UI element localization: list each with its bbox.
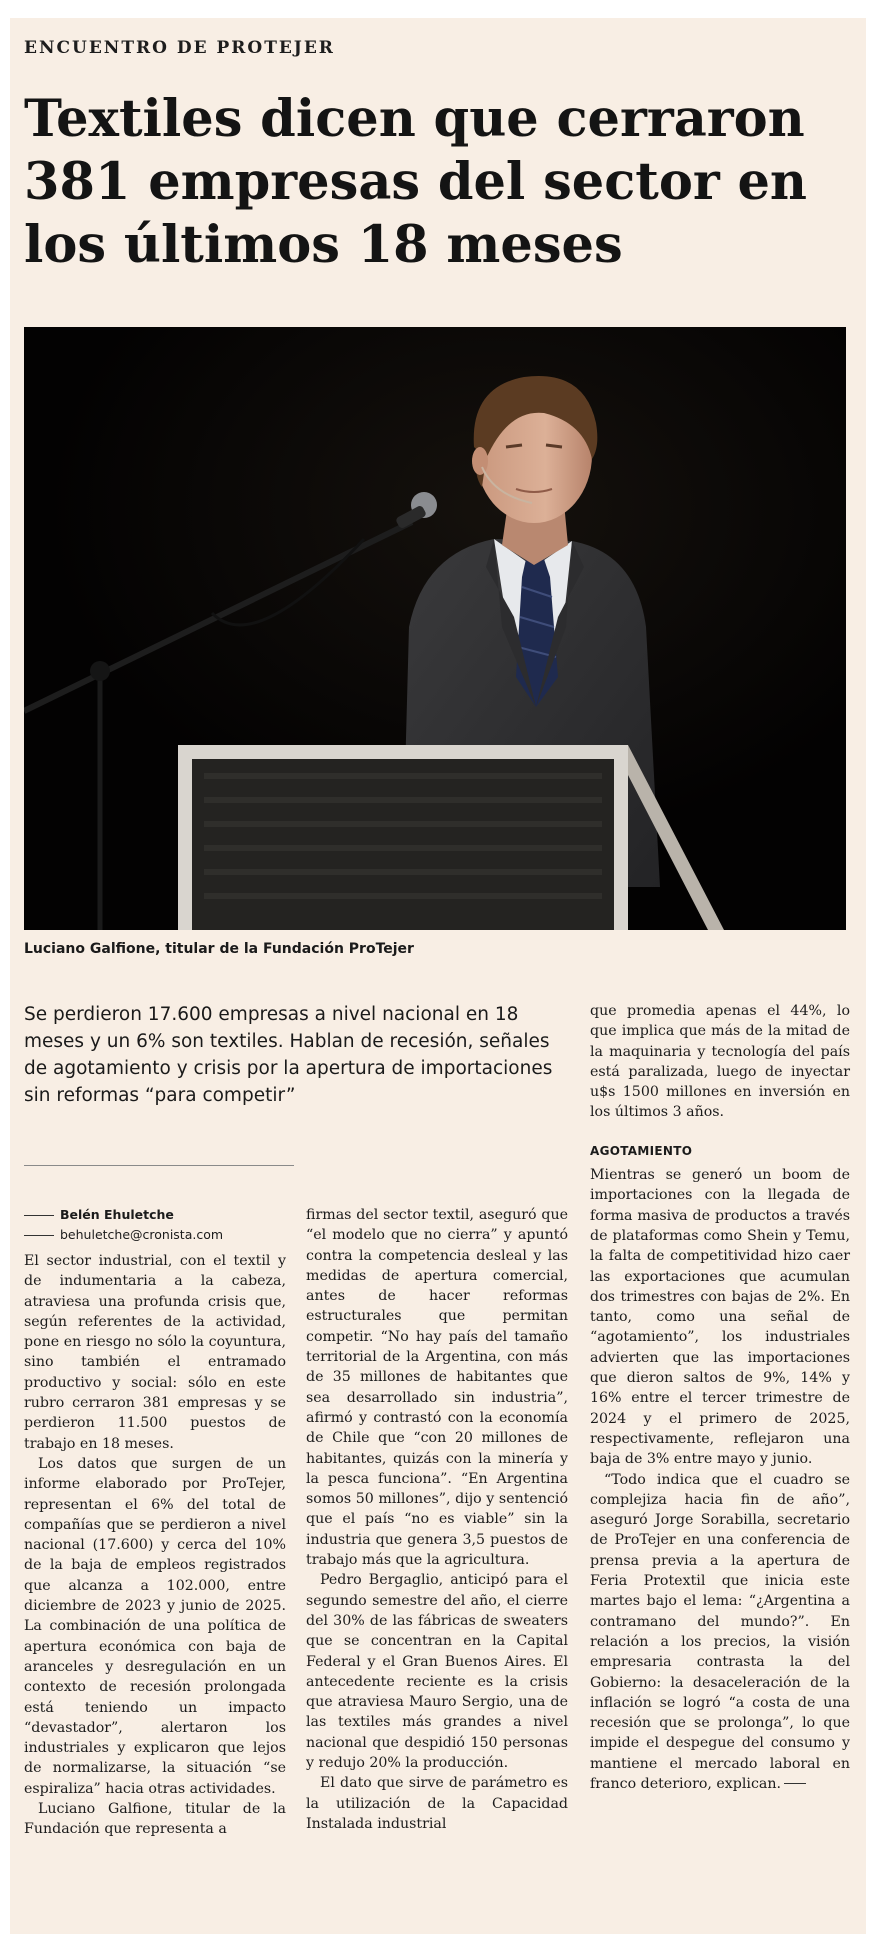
closing-paragraph-text: “Todo indica que el cuadro se complejiza hacia fin de año”, aseguró Jorge Sorabilla, secretario de ProTejer en una conferencia de prensa previa a la apertura de Feria Protextil que inicia este martes bajo el lema: “¿Argentina a contramano del mundo?”. En relación a los precios, la visión empresaria contrasta la del Gobierno: la desaceleración de la inflación se logró “a costa de una recesión que se prolonga”, lo que impide el despegue del consumo y mantiene el mercado laboral en franco deterioro, explican. — [590, 1471, 850, 1792]
body-paragraph: Luciano Galfione, titular de la Fundación que representa a — [24, 1801, 286, 1838]
article-photo — [24, 327, 846, 930]
subheading: AGOTAMIENTO — [590, 1143, 693, 1158]
end-mark — [784, 1783, 806, 1784]
article-column-3 — [590, 1001, 850, 1794]
body-paragraph: El sector industrial, con el textil y de indumentaria a la cabeza, atraviesa una profunda crisis que, según referentes de la actividad, pone en riesgo no sólo la coyuntura, sino también el entramado productivo y social: sólo en este rubro cerraron 381 empresas y se perdieron 11.500 puestos de trabajo en 18 meses. — [24, 1253, 286, 1452]
body-paragraph: Mientras se generó un boom de importaciones con la llegada de forma masiva de productos a través de plataformas como Shein y Temu, la falta de competitividad hizo caer las exportaciones que acumulan dos trimestres con bajas de 2%. En tanto, como una señal de “agotamiento”, los industriales advierten que las importaciones que dieron saltos de 9%, 14% y 16% entre el tercer trimestre de 2024 y el primero de 2025, respectivamente, reflejaron una baja de 3% entre mayo y junio. — [590, 1167, 850, 1468]
headline: Textiles dicen que cerraron 381 empresas del sector en los últimos 18 meses — [24, 89, 808, 275]
body-paragraph — [590, 1470, 850, 1795]
newspaper-page — [10, 18, 866, 1934]
body-paragraph: El dato que sirve de parámetro es la utilización de la Capacidad Instalada industrial — [306, 1775, 568, 1832]
speaker-at-podium-illustration — [24, 327, 846, 930]
author-name: Belén Ehuletche — [60, 1207, 174, 1222]
dek-divider — [24, 1165, 294, 1166]
section-kicker: ENCUENTRO DE PROTEJER — [24, 38, 335, 58]
byline-dash — [24, 1235, 54, 1236]
byline — [24, 1205, 223, 1245]
article-column-1 — [24, 1251, 286, 1840]
byline-dash — [24, 1215, 54, 1216]
photo-caption: Luciano Galfione, titular de la Fundación ProTejer — [24, 941, 414, 957]
body-paragraph: firmas del sector textil, aseguró que “el modelo que no cierra” y apuntó contra la competencia desleal y las medidas de apertura comercial, antes de hacer reformas estructurales que permitan competir. “No hay país del tamaño territorial de la Argentina, con más de 35 millones de habitantes que sea desarrollado sin industria”, afirmó y contrastó con la economía de Chile que “con 20 millones de habitantes, quizás con la minería y la pesca funciona”. “En Argentina somos 50 millones”, dijo y sentenció que el país “no es viable” sin la industria que genera 3,5 puestos de trabajo más que la agricultura. — [306, 1207, 568, 1569]
body-paragraph: Pedro Bergaglio, anticipó para el segundo semestre del año, el cierre del 30% de las fábricas de sweaters que se concentran en la Capital Federal y el Gran Buenos Aires. El antecedente reciente es la crisis que atraviesa Mauro Sergio, una de las textiles más grandes a nivel nacional que despidió 150 personas y redujo 20% la producción. — [306, 1572, 568, 1772]
author-email[interactable]: behuletche@cronista.com — [60, 1227, 224, 1242]
body-paragraph: que promedia apenas el 44%, lo que implica que más de la mitad de la maquinaria y tecnología del país está paralizada, luego de inyectar u$s 1500 millones en inversión en los últimos 3 años. — [590, 1003, 850, 1121]
article-column-2 — [306, 1205, 568, 1834]
article-dek: Se perdieron 17.600 empresas a nivel nacional en 18 meses y un 6% son textiles. Hablan de recesión, señales de agotamiento y crisis por la apertura de importaciones sin reformas “para competir” — [24, 1004, 553, 1106]
body-paragraph: Los datos que surgen de un informe elaborado por ProTejer, representan el 6% del total de compañías que se perdieron a nivel nacional (17.600) y cerca del 10% de la baja de empleos registrados que alcanza a 102.000, entre diciembre de 2023 y junio de 2025. La combinación de una política de apertura económica con baja de aranceles y desregulación en un contexto de recesión prolongada está teniendo un impacto “devastador”, alertaron los industriales y explicaron que lejos de normalizarse, la situación “se espiraliza” hacia otras actividades. — [24, 1455, 286, 1797]
